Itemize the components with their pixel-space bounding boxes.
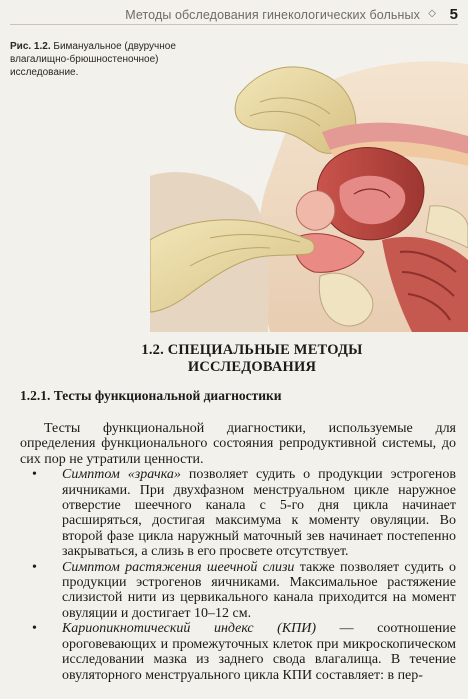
bullet-icon: • — [32, 559, 37, 575]
running-header — [0, 6, 468, 26]
list-item — [20, 621, 456, 683]
diamond-icon: ◇ — [428, 8, 436, 19]
section-heading-line1: 1.2. СПЕЦИАЛЬНЫЕ МЕТОДЫ — [141, 342, 363, 358]
term: Симптом растяжения шеечной слизи — [62, 559, 295, 575]
term: Кариопикнотический индекс (КПИ) — [62, 621, 317, 637]
intro-paragraph: Тесты функциональной диагностики, используемые для определения функционального состояния репродуктивной системы, до сих пор не утратили ценности. — [20, 421, 456, 467]
bimanual-exam-illustration — [150, 26, 468, 332]
bullet-icon: • — [32, 467, 37, 483]
list-item — [20, 467, 456, 559]
term-description: также позволяет судить о продукции эстрогенов яичниками. Максимальное растяжение слизистой нити из цервикального канала приходится на момент овуляции и достигает 10–12 см. — [62, 559, 456, 621]
subsection-heading: 1.2.1. Тесты функциональной диагностики — [20, 388, 282, 403]
section-heading-line2: ИССЛЕДОВАНИЯ — [187, 359, 317, 375]
term: Симптом «зрачка» — [62, 467, 181, 483]
term-description: позволяет судить о продукции эстрогенов яичниками. При двухфазном менструальном цикле наружное отверстие шеечного канала с 5-го дня цикла начинает расширяться, достигая максимума к моменту овуляции. Во второй фазе цикла наружный маточный зев начинает постепенно закрываться, а слизь в его просвете отсутствует. — [62, 467, 456, 560]
body-text — [20, 421, 456, 683]
section-heading — [0, 342, 468, 376]
header-rule — [10, 24, 458, 25]
term-description: — соотношение ороговевающих и промежуточных клеток при микроскопическом исследовании мазка из заднего свода влагалища. В течение овуляторного менструального цикла КПИ составляет: в пер- — [62, 621, 456, 683]
bullet-icon: • — [32, 621, 37, 637]
page-number: 5 — [449, 6, 458, 23]
figure-caption-text: Бимануальное (двуручное влагалищно-брюшностеночное) исследование. — [10, 41, 176, 78]
header-title: Методы обследования гинекологических больных — [125, 8, 420, 22]
bullet-list — [20, 467, 456, 683]
figure-label: Рис. 1.2. — [10, 41, 51, 52]
list-item — [20, 560, 456, 622]
